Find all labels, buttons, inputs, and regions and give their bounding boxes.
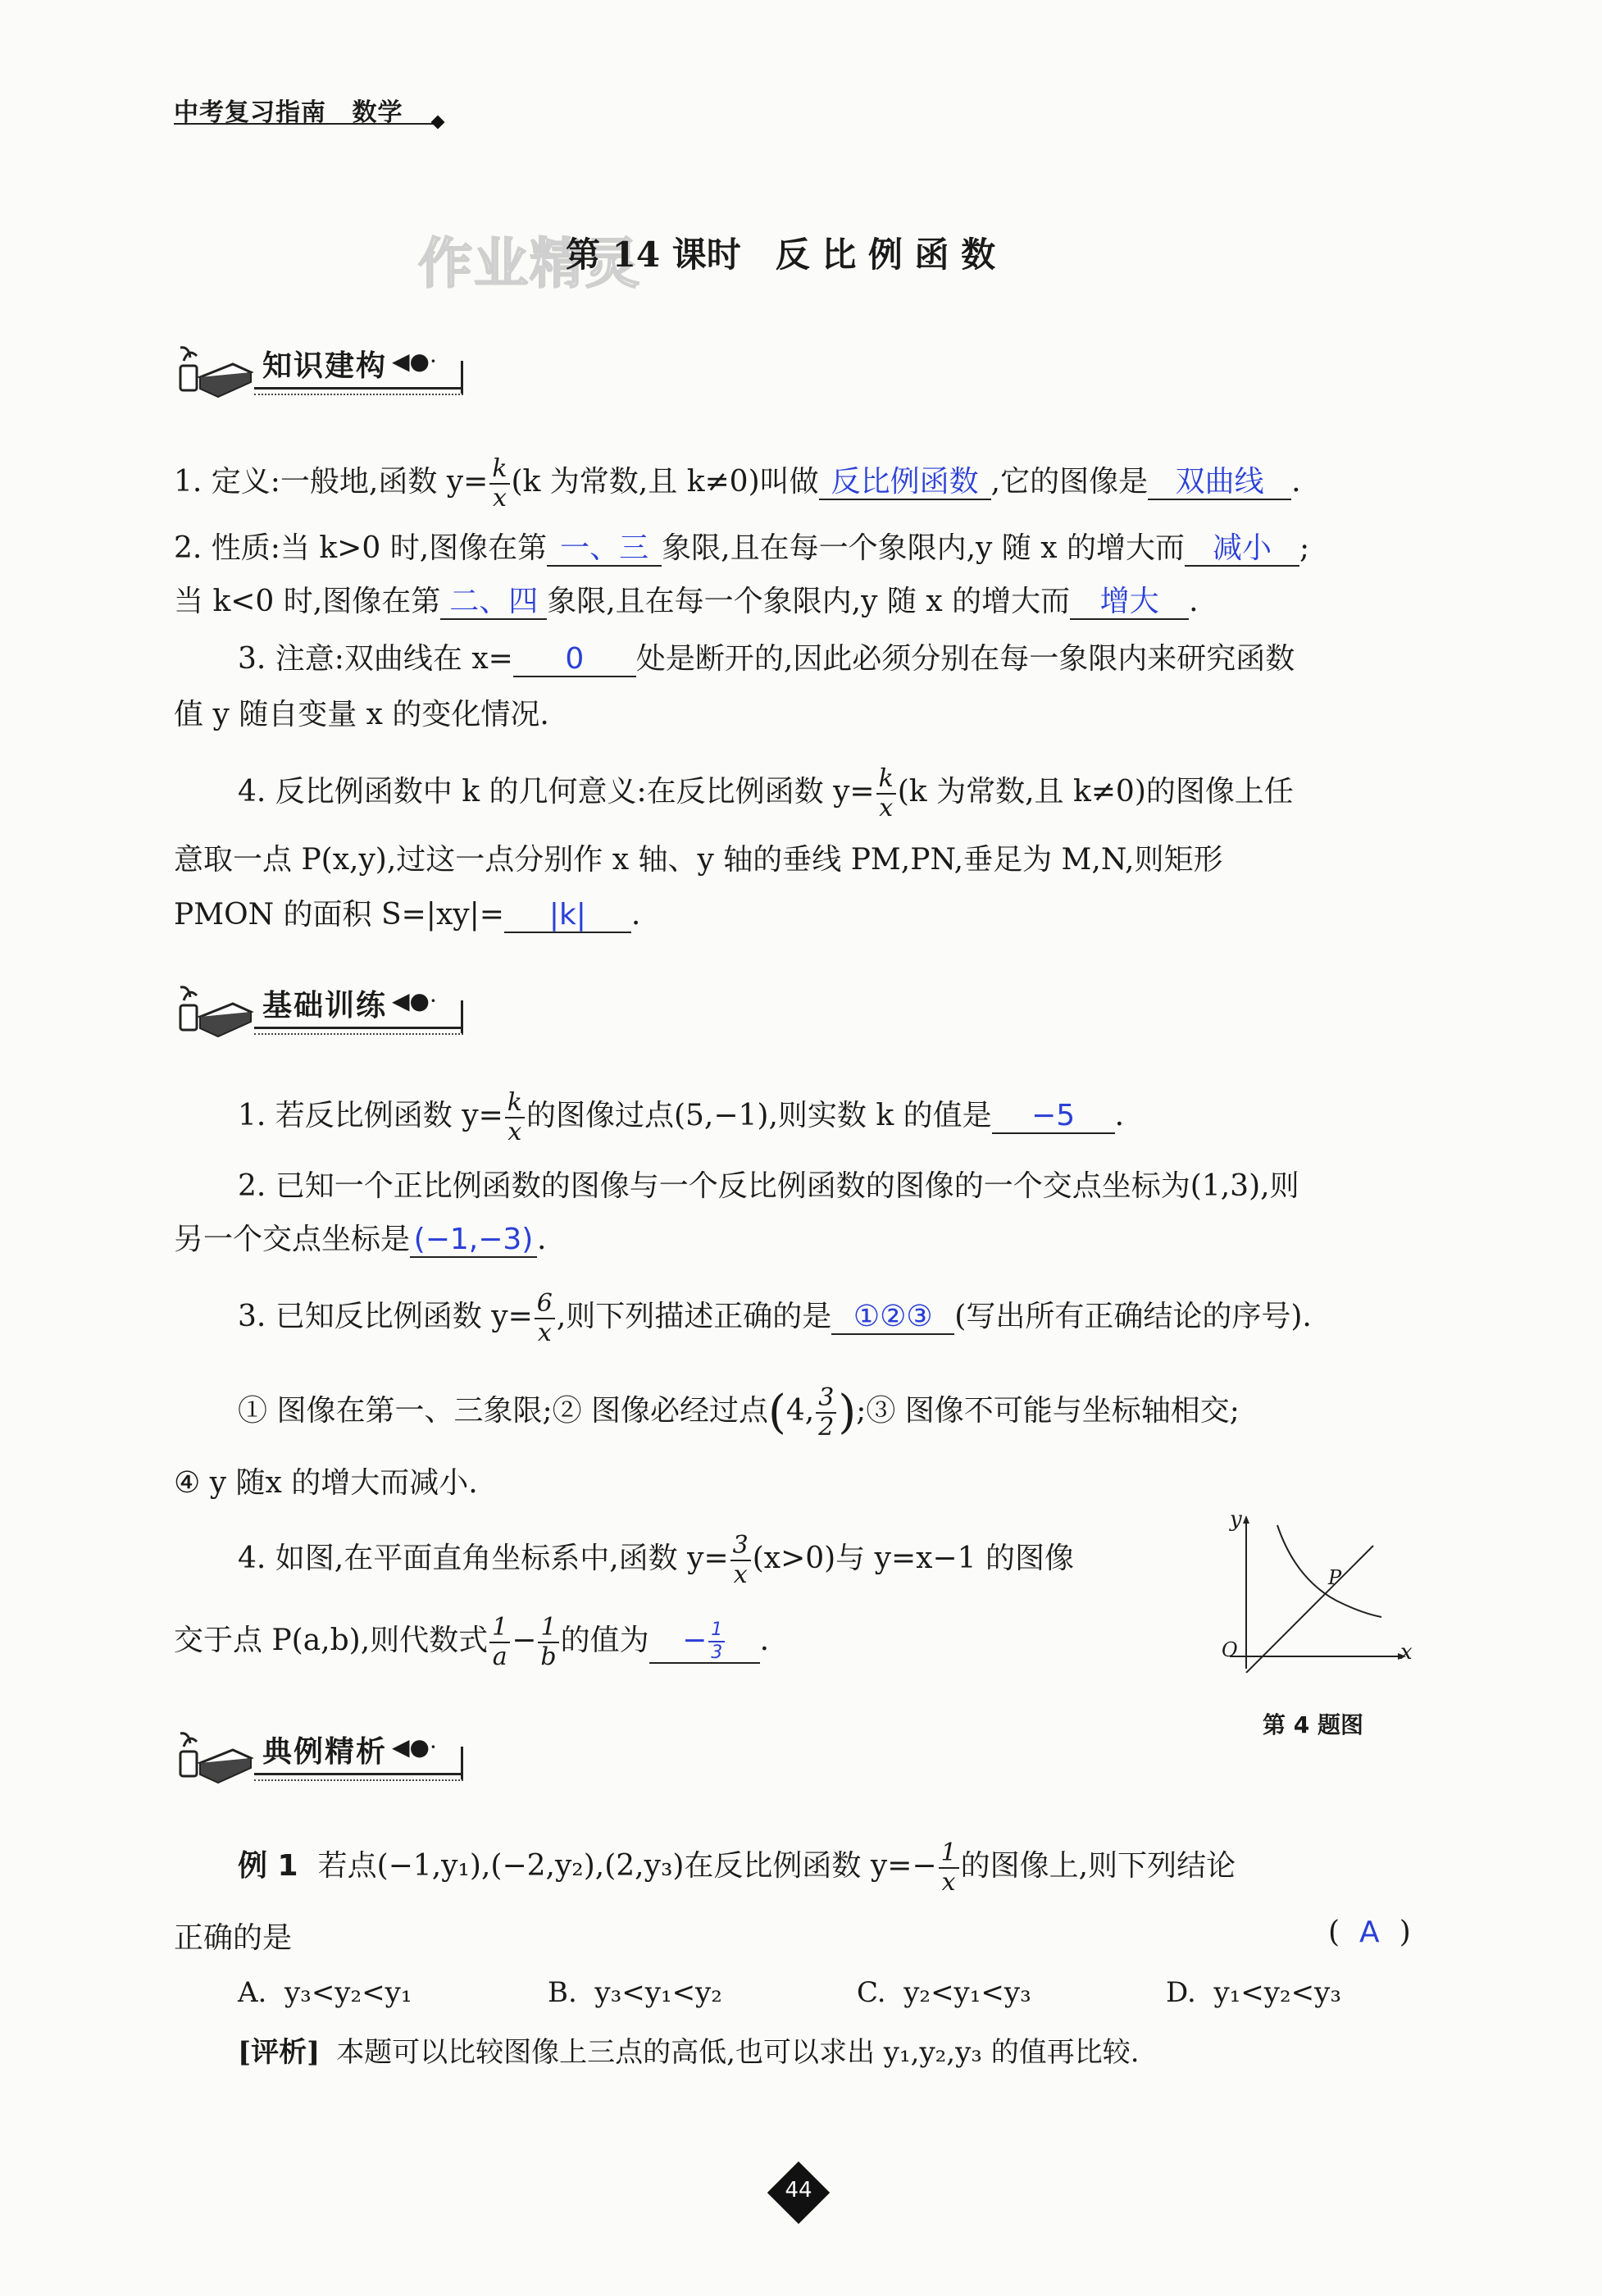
review-note: [评析] 本题可以比较图像上三点的高低,也可以求出 y₁,y₂,y₃ 的值再比较. [238, 2036, 1140, 2069]
answer-blank: −5 [992, 1100, 1115, 1134]
section-dotted-rule [254, 1033, 463, 1035]
knowledge-item-4-line3: PMON 的面积 S=|xy|= |k| . [174, 898, 641, 932]
answer-blank: 二、四 [440, 585, 547, 620]
option-d: D. y₁<y₂<y₃ [1166, 1976, 1341, 2009]
example-1: 例 1 若点(−1,y₁),(−2,y₂),(2,y₃)在反比例函数 y=− $\frac{1}{x}$ 的图像上,则下列结论 [238, 1838, 1236, 1897]
paren-left: ( [768, 1386, 786, 1439]
section-label-examples: 典例精析 [262, 1734, 388, 1769]
basic-item-3: 3. 已知反比例函数 y= $\frac{6}{x}$ ,则下列描述正确的是 ①②③ (写出所有正确结论的序号). [238, 1289, 1312, 1347]
section-label-basic: 基础训练 [262, 988, 388, 1023]
knowledge-item-4: 4. 反比例函数中 k 的几何意义:在反比例函数 y= $\frac{k}{x}$ (k 为常数,且 k≠0)的图像上任 [238, 764, 1294, 822]
paren-right: ) [838, 1386, 857, 1439]
graph-figure [1213, 1509, 1410, 1673]
knowledge-item-4-line2: 意取一点 P(x,y),过这一点分别作 x 轴、y 轴的垂线 PM,PN,垂足为 M,N,则矩形 [174, 843, 1223, 877]
knowledge-item-2: 2. 性质:当 k>0 时,图像在第 一、三 象限,且在每一个象限内,y 随 x 的增大而 减小 ; [174, 531, 1310, 565]
option-b: B. y₃<y₁<y₂ [548, 1976, 722, 2009]
option-c: C. y₂<y₁<y₃ [857, 1976, 1031, 2009]
figure-caption: 第 4 题图 [1263, 1711, 1363, 1738]
answer-blank: (−1,−3) [410, 1223, 537, 1258]
triangle-dots-icon: ◀●· [392, 1733, 437, 1761]
answer-bracket: ( A ) [1328, 1916, 1411, 1949]
fraction: $\frac{k}{x}$ [876, 767, 896, 821]
book-plant-icon [172, 976, 254, 1045]
answer-blank: 增大 [1070, 585, 1189, 620]
fraction: $\frac{1}{x}$ [939, 1841, 959, 1895]
answer-blank: |k| [504, 899, 631, 933]
fraction: $\frac{k}{x}$ [505, 1091, 525, 1145]
section-header-knowledge [172, 336, 463, 410]
answer-choice: A [1359, 1916, 1380, 1949]
book-title: 中考复习指南 [174, 98, 326, 127]
fraction: $\frac{6}{x}$ [535, 1292, 555, 1346]
book-plant-icon [172, 1722, 254, 1791]
knowledge-item-2-line2: 当 k<0 时,图像在第 二、四 象限,且在每一个象限内,y 随 x 的增大而 增大 . [174, 585, 1199, 618]
knowledge-item-3: 3. 注意:双曲线在 x= 0 处是断开的,因此必须分别在每一象限内来研究函数 [238, 642, 1295, 676]
graph-y-label: y [1230, 1507, 1242, 1532]
fraction: $\frac{1}{a}$ [489, 1615, 510, 1670]
section-header-examples [172, 1722, 463, 1796]
basic-item-1: 1. 若反比例函数 y= $\frac{k}{x}$ 的图像过点(5,−1),则实数 k 的值是 −5 . [238, 1088, 1125, 1146]
basic-item-4: 4. 如图,在平面直角坐标系中,函数 y= $\frac{3}{x}$ (x>0)与 y=x−1 的图像 [238, 1531, 1074, 1589]
fraction: $\frac{k}{x}$ [489, 457, 509, 511]
section-dotted-rule [254, 1779, 463, 1781]
section-dotted-rule [254, 394, 463, 395]
graph-x-label: x [1400, 1640, 1413, 1665]
graph-point-label: P [1328, 1566, 1342, 1589]
option-a: A. y₃<y₂<y₁ [238, 1976, 412, 2009]
section-hook [453, 1747, 463, 1779]
answer-blank: 一、三 [547, 532, 662, 567]
graph-origin-label: O [1222, 1638, 1238, 1661]
basic-item-3-option-4: ④ y 随x 的增大而减小. [174, 1466, 478, 1500]
example-1-line2: 正确的是 [174, 1921, 293, 1955]
page-number: 44 [785, 2178, 812, 2203]
answer-blank: ①②③ [831, 1301, 954, 1335]
watermark: 作业精灵 [418, 232, 641, 295]
example-label: 例 1 [238, 1849, 298, 1883]
fraction: $\frac{1}{b}$ [538, 1615, 558, 1670]
basic-item-2-line2: 另一个交点坐标是 (−1,−3) . [174, 1223, 547, 1256]
section-rule [254, 1773, 463, 1775]
section-label-knowledge: 知识建构 [262, 348, 388, 383]
book-plant-icon [172, 336, 254, 405]
answer-blank: 双曲线 [1148, 466, 1291, 500]
answer-blank: 0 [513, 643, 636, 677]
basic-item-2: 2. 已知一个正比例函数的图像与一个反比例函数的图像的一个交点坐标为(1,3),则 [238, 1169, 1299, 1203]
fraction: $\frac{3}{2}$ [816, 1386, 836, 1440]
answer-blank: 反比例函数 [819, 466, 991, 500]
section-header-basic [172, 976, 463, 1050]
triangle-dots-icon: ◀●· [392, 987, 437, 1014]
page-title: 第 14 课时 反 比 例 函 数 [566, 235, 996, 275]
answer-blank: 减小 [1185, 532, 1299, 567]
triangle-dots-icon: ◀●· [392, 348, 437, 375]
header-rule [174, 123, 438, 125]
knowledge-item-3-line2: 值 y 随自变量 x 的变化情况. [174, 698, 549, 731]
section-rule [254, 387, 463, 390]
fraction: $\frac{1}{3}$ [708, 1621, 725, 1662]
section-hook [453, 1000, 463, 1033]
section-hook [453, 361, 463, 394]
subject-label: 数学 [352, 98, 403, 127]
section-rule [254, 1027, 463, 1029]
basic-item-4-line2: 交于点 P(a,b),则代数式 $\frac{1}{a}$ − $\frac{1}{b}$ 的值为 − $\frac{1}{3}$ . [174, 1613, 770, 1671]
answer-blank: − $\frac{1}{3}$ [649, 1621, 760, 1664]
fraction: $\frac{3}{x}$ [730, 1533, 751, 1588]
header-diamond-icon [431, 116, 445, 130]
basic-item-3-options: ① 图像在第一、三象限;② 图像必经过点(4, $\frac{3}{2}$ );③ 图像不可能与坐标轴相交; [238, 1383, 1240, 1442]
review-label: [评析] [238, 2036, 321, 2069]
knowledge-item-1: 1. 定义:一般地,函数 y= $\frac{k}{x}$ (k 为常数,且 k≠0)叫做 反比例函数 ,它的图像是 双曲线 . [174, 454, 1301, 512]
